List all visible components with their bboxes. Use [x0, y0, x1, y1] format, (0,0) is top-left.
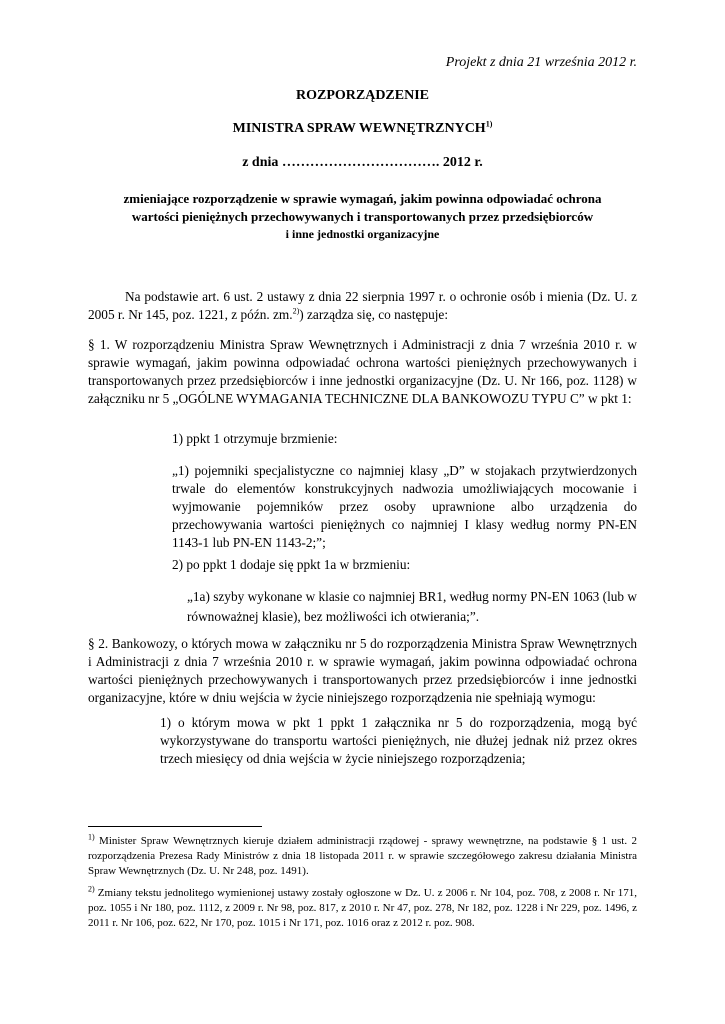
- doc-type-title: ROZPORZĄDZENIE: [295, 88, 430, 103]
- footnote-ref-2: 2): [292, 306, 300, 316]
- section-1-intro: § 1. W rozporządzeniu Ministra Spraw Wewnętrznych i Administracji z dnia 7 września 2010 r. w sprawie wymagań, jakim powinna odpowiadać ochrona wartości pieniężnych przechowywanych i transportowanych przez przedsiębiorców i inne jednostki organizacyjne (Dz. U. Nr 166, poz. 1128) w załączniku nr 5 „OGÓLNE WYMAGANIA TECHNICZNE DLA BANKOWOZU TYPU C” w pkt 1:: [88, 337, 637, 406]
- subject-line-1: zmieniające rozporządzenie w sprawie wymagań, jakim powinna odpowiadać ochrona: [123, 191, 602, 206]
- subject-line-3: i inne jednostki organizacyjne: [285, 227, 440, 241]
- section-2-item-1: 1) o którym mowa w pkt 1 ppkt 1 załącznika nr 5 do rozporządzenia, mogą być wykorzystywane do transportu wartości pieniężnych, nie dłużej jednak niż przez okres trzech miesięcy od dnia wejścia w życie niniejszego rozporządzenia;: [160, 715, 637, 766]
- subject-line-2: wartości pieniężnych przechowywanych i transportowanych przez przedsiębiorców: [131, 209, 594, 224]
- project-date: Projekt z dnia 21 września 2012 r.: [445, 55, 637, 70]
- preamble-text-a: Na podstawie art. 6 ust. 2 ustawy z dnia 22 sierpnia 1997 r. o ochronie osób i mienia (Dz. U. z 2005 r. Nr 145, poz. 1221, z późn. zm.: [88, 289, 637, 322]
- footnote-2: [88, 886, 637, 931]
- section-1-item-2-quote: „1a) szyby wykonane w klasie co najmniej BR1, według normy PN-EN 1063 (lub w równoważnej klasie), bez możliwości ich otwierania;”.: [187, 589, 637, 624]
- footnote-ref-1: 1): [485, 119, 493, 129]
- preamble: [88, 288, 637, 324]
- footnote-2-text: Zmiany tekstu jednolitego wymienionej ustawy zostały ogłoszone w Dz. U. z 2006 r. Nr 104, poz. 708, z 2008 r. Nr 171, poz. 1055 i Nr 180, poz. 1112, z 2009 r. Nr 98, poz. 817, z 2010 r. Nr 47, poz. 278, Nr 182, poz. 1228 i Nr 229, poz. 1496, z 2011 r. Nr 106, poz. 622, Nr 170, poz. 1015 i Nr 171, poz. 1016 oraz z 2012 r. poz. 908.: [88, 887, 637, 929]
- preamble-text-b: ) zarządza się, co następuje:: [299, 307, 449, 322]
- footnote-1-mark: 1): [88, 832, 95, 842]
- footnote-separator: [88, 826, 262, 827]
- footnote-2-mark: 2): [88, 884, 95, 894]
- section-1-item-1-quote: „1) pojemniki specjalistyczne co najmniej klasy „D” w stojakach przytwierdzonych trwale do elementów konstrukcyjnych nadwozia umożliwiających mocowanie i wyjmowanie pojemników przez osoby uprawnione albo urządzenia do przechowywania wartości pieniężnych co najmniej I klasy według normy PN-EN 1143-1 lub PN-EN 1143-2;”;: [172, 463, 637, 550]
- footnote-1-text: Minister Spraw Wewnętrznych kieruje działem administracji rządowej - sprawy wewnętrzne, na podstawie § 1 ust. 2 rozporządzenia Prezesa Rady Ministrów z dnia 18 listopada 2011 r. w sprawie szczegółowego zakresu działania Ministra Spraw Wewnętrznych (Dz. U. Nr 248, poz. 1491).: [88, 835, 637, 877]
- section-1-item-2-label: 2) po ppkt 1 dodaje się ppkt 1a w brzmieniu:: [172, 557, 411, 572]
- issuer-name: MINISTRA SPRAW WEWNĘTRZNYCH: [232, 121, 486, 136]
- footnote-1: [88, 834, 637, 879]
- issuer-title: [88, 121, 637, 137]
- date-line: z dnia ……………………………. 2012 r.: [242, 155, 483, 170]
- section-2-intro: § 2. Bankowozy, o których mowa w załączniku nr 5 do rozporządzenia Ministra Spraw Wewnętrznych i Administracji z dnia 7 września 2010 r. w sprawie wymagań, jakim powinna odpowiadać ochrona wartości pieniężnych przechowywanych i transportowanych przez przedsiębiorców i inne jednostki organizacyjne, które w dniu wejścia w życie niniejszego rozporządzenia nie spełniają wymogu:: [88, 636, 637, 705]
- section-1-item-1-label: 1) ppkt 1 otrzymuje brzmienie:: [172, 431, 338, 446]
